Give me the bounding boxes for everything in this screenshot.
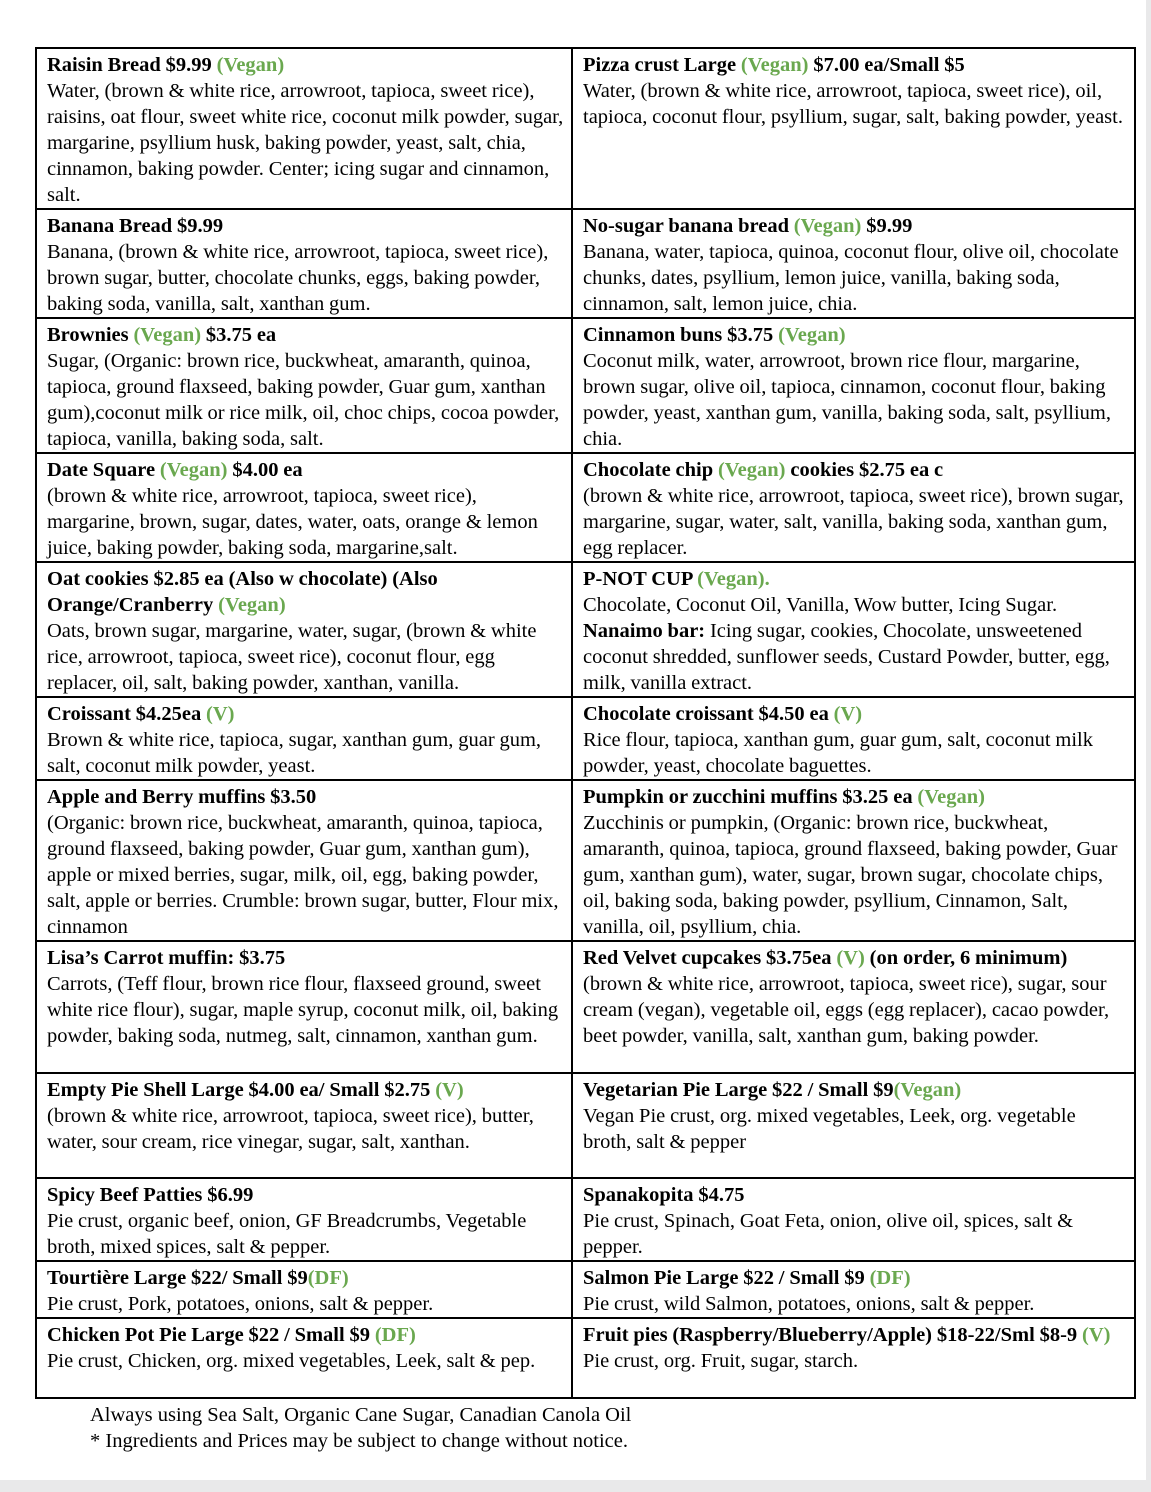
menu-item-ingredients: [47, 239, 565, 317]
menu-row: [36, 941, 1135, 1073]
ingredients-text: Coconut milk, water, arrowroot, brown rice flour, margarine, brown sugar, olive oil, tapioca, cinnamon, coconut flour, baking powder, yeast, xanthan gum, vanilla, baking soda, salt, psyllium, chia.: [583, 350, 1111, 450]
menu-item: [36, 697, 572, 780]
menu-item-ingredients: [583, 727, 1128, 779]
menu-item-title: [47, 52, 565, 78]
menu-row: [36, 1318, 1135, 1398]
menu-item-ingredients: [583, 592, 1128, 618]
item-title-text: Pizza crust Large: [583, 54, 741, 76]
menu-item-title: [583, 1182, 1128, 1208]
item-title-text: Oat cookies $2.85 ea (Also w chocolate) (Also Orange/Cranberry: [47, 568, 438, 616]
ingredients-text: Carrots, (Teff flour, brown rice flour, flaxseed ground, sweet white rice flour), sugar, maple syrup, coconut milk, oil, baking powder, baking soda, nutmeg, salt, cinnamon, xanthan gum.: [47, 973, 559, 1047]
ingredients-text: Vegan Pie crust, org. mixed vegetables, Leek, org. vegetable broth, salt & pepper: [583, 1105, 1076, 1153]
menu-item-title: [583, 566, 1128, 592]
menu-item-title: [47, 213, 565, 239]
ingredients-text: (brown & white rice, arrowroot, tapioca, sweet rice), margarine, brown, sugar, dates, water, oats, orange & lemon juice, baking powder, baking soda, margarine,salt.: [47, 485, 538, 559]
note-ingredients: Always using Sea Salt, Organic Cane Sugar, Canadian Canola Oil: [90, 1404, 632, 1426]
menu-item: [572, 562, 1135, 697]
menu-item: [36, 1318, 572, 1398]
diet-tag: (Vegan): [216, 54, 285, 76]
menu-table: [35, 47, 1136, 1399]
item-title-text: P-NOT CUP: [583, 568, 698, 590]
ingredients-text: (brown & white rice, arrowroot, tapioca, sweet rice), sugar, sour cream (vegan), vegetable oil, eggs (egg replacer), cacao powder, beet powder, vanilla, salt, xanthan gum, baking powder.: [583, 973, 1110, 1047]
menu-item: [572, 48, 1135, 209]
menu-item-title: [47, 566, 565, 618]
menu-row: [36, 1073, 1135, 1178]
item-title-text: Chicken Pot Pie Large $22 / Small $9: [47, 1324, 375, 1346]
ingredients-text: Chocolate, Coconut Oil, Vanilla, Wow butter, Icing Sugar.: [583, 594, 1058, 616]
menu-item-title: [583, 213, 1128, 239]
menu-item-ingredients: [47, 727, 565, 779]
menu-item: [36, 209, 572, 318]
ingredients-text: Pie crust, wild Salmon, potatoes, onions, salt & pepper.: [583, 1293, 1035, 1315]
diet-tag: (V): [833, 703, 863, 725]
menu-item-ingredients: [47, 1291, 565, 1317]
ingredients-text: Rice flour, tapioca, xanthan gum, guar gum, salt, coconut milk powder, yeast, chocolate baguettes.: [583, 729, 1093, 777]
item-title-text: Chocolate chip: [583, 459, 718, 481]
ingredients-text: Pie crust, Pork, potatoes, onions, salt & pepper.: [47, 1293, 434, 1315]
menu-item: [36, 941, 572, 1073]
menu-item-ingredients: [47, 483, 565, 561]
item-title-text: Spanakopita $4.75: [583, 1184, 745, 1206]
menu-item: [572, 1178, 1135, 1261]
item-title-text: Raisin Bread $9.99: [47, 54, 217, 76]
menu-item-ingredients: [583, 971, 1128, 1049]
menu-item: [572, 1318, 1135, 1398]
item-title-text: Pumpkin or zucchini muffins $3.25 ea: [583, 786, 918, 808]
ingredients-text: (Organic: brown rice, buckwheat, amaranth, quinoa, tapioca, ground flaxseed, baking powder, Guar gum, xanthan gum), apple or mixed berries, sugar, milk, oil, egg, baking powder, salt, apple or berries. Crumble: brown sugar, butter, Flour mix, cinnamon: [47, 812, 559, 938]
menu-item: [572, 697, 1135, 780]
item-title-text: Date Square: [47, 459, 160, 481]
item-title-text: Vegetarian Pie Large $22 / Small $9: [583, 1079, 894, 1101]
menu-row: [36, 562, 1135, 697]
menu-item-title: [47, 1182, 565, 1208]
menu-item: [36, 780, 572, 941]
diet-tag: (Vegan): [793, 215, 862, 237]
menu-item-ingredients: [47, 1208, 565, 1260]
ingredients-text: Water, (brown & white rice, arrowroot, tapioca, sweet rice), raisins, oat flour, sweet white rice, coconut milk powder, sugar, margarine, psyllium husk, baking powder, yeast, salt, chia, cinnamon, baking powder. Center; icing sugar and cinnamon, salt.: [47, 80, 564, 206]
menu-item: [36, 48, 572, 209]
footer-notes: [90, 1402, 631, 1454]
item-title-text: Croissant $4.25ea: [47, 703, 207, 725]
ingredients-text: (brown & white rice, arrowroot, tapioca, sweet rice), butter, water, sour cream, rice vinegar, sugar, salt, xanthan.: [47, 1105, 534, 1153]
diet-tag: (Vegan): [717, 459, 786, 481]
menu-row: [36, 1261, 1135, 1318]
menu-row: [36, 1178, 1135, 1261]
menu-item: [36, 318, 572, 453]
ingredients-text: Water, (brown & white rice, arrowroot, tapioca, sweet rice), oil, tapioca, coconut flour, psyllium, sugar, salt, baking powder, yeast.: [583, 80, 1123, 128]
menu-row: [36, 453, 1135, 562]
menu-item-title: [583, 945, 1128, 971]
menu-row: [36, 780, 1135, 941]
ingredients-text: Pie crust, Spinach, Goat Feta, onion, olive oil, spices, salt & pepper.: [583, 1210, 1074, 1258]
diet-tag: (V): [836, 947, 865, 969]
menu-item-ingredients: Pie crust, org. Fruit, sugar, starch.: [583, 1350, 859, 1372]
menu-item: [36, 1178, 572, 1261]
menu-item: [572, 780, 1135, 941]
ingredients-text: Pie crust, Chicken, org. mixed vegetables, Leek, salt & pep.: [47, 1350, 536, 1372]
item-title-text: $9.99: [861, 215, 913, 237]
ingredients-text: Sugar, (Organic: brown rice, buckwheat, amaranth, quinoa, tapioca, ground flaxseed, baking powder, Guar gum, xanthan gum),coconut milk or rice milk, oil, choc chips, cocoa powder, tapioca, vanilla, baking soda, salt.: [47, 350, 560, 450]
menu-item-title: [583, 457, 1128, 483]
diet-tag: (Vegan).: [697, 568, 770, 590]
menu-item-text: [583, 1322, 1128, 1374]
item-title-text: Lisa’s Carrot muffin: $3.75: [47, 947, 286, 969]
menu-item-title: [47, 1077, 565, 1103]
menu-item-title: [583, 1265, 1128, 1291]
item-title-text: (on order, 6 minimum): [864, 947, 1068, 969]
diet-tag: (Vegan): [218, 594, 286, 616]
diet-tag: (V): [206, 703, 235, 725]
menu-item-ingredients: [47, 348, 565, 452]
menu-item-title: [47, 1322, 565, 1348]
menu-item-ingredients: [583, 78, 1128, 130]
item-title-text: Banana Bread $9.99: [47, 215, 224, 237]
menu-item: [572, 209, 1135, 318]
diet-tag: (DF): [374, 1324, 416, 1346]
menu-item: [36, 1073, 572, 1178]
diet-tag: (Vegan): [159, 459, 228, 481]
item-title-text: Chocolate croissant $4.50 ea: [583, 703, 834, 725]
menu-item-title: [47, 322, 565, 348]
menu-item-ingredients: [583, 483, 1128, 561]
menu-item: [572, 318, 1135, 453]
menu-item: [36, 562, 572, 697]
menu-row: [36, 209, 1135, 318]
menu-item-ingredients: [47, 1103, 565, 1155]
menu-item-ingredients: [47, 618, 565, 696]
item-title-text: Apple and Berry muffins $3.50: [47, 786, 317, 808]
diet-tag: (Vegan): [778, 324, 846, 346]
diet-tag: (DF): [869, 1267, 911, 1289]
item-title-text: $4.00 ea: [227, 459, 303, 481]
menu-item-title: [583, 784, 1128, 810]
item-title-text: Red Velvet cupcakes $3.75ea: [583, 947, 837, 969]
note-disclaimer: * Ingredients and Prices may be subject to change without notice.: [90, 1430, 628, 1452]
ingredients-text: Brown & white rice, tapioca, sugar, xanthan gum, guar gum, salt, coconut milk powder, yeast.: [47, 729, 542, 777]
menu-item-title: [47, 945, 565, 971]
menu-item-title: [47, 457, 565, 483]
item-title-text: cookies $2.75 ea c: [785, 459, 944, 481]
ingredients-text: Zucchinis or pumpkin, (Organic: brown rice, buckwheat, amaranth, quinoa, tapioca, ground flaxseed, baking powder, Guar gum, xanthan gum), water, sugar, brown sugar, chocolate chips, oil, baking soda, baking powder, psyllium, Cinnamon, Salt, vanilla, oil, psyllium, chia.: [583, 812, 1118, 938]
item-title-text: Salmon Pie Large $22 / Small $9: [583, 1267, 870, 1289]
menu-item-ingredients: [583, 348, 1128, 452]
menu-item: [572, 1073, 1135, 1178]
diet-tag: (DF): [307, 1267, 349, 1289]
diet-tag: (Vegan): [893, 1079, 962, 1101]
ingredients-text: (brown & white rice, arrowroot, tapioca, sweet rice), brown sugar, margarine, sugar, water, salt, vanilla, baking soda, xanthan gum, egg replacer.: [583, 485, 1124, 559]
menu-item-ingredients: [583, 1208, 1128, 1260]
ingredients-text: Banana, (brown & white rice, arrowroot, tapioca, sweet rice), brown sugar, butter, chocolate chunks, eggs, baking powder, baking soda, vanilla, salt, xanthan gum.: [47, 241, 549, 315]
menu-item: [572, 453, 1135, 562]
menu-item-title: [47, 701, 565, 727]
diet-tag: (V): [1082, 1324, 1111, 1346]
diet-tag: (Vegan): [133, 324, 202, 346]
menu-item: [572, 941, 1135, 1073]
ingredients-text: Oats, brown sugar, margarine, water, sugar, (brown & white rice, arrowroot, tapioca, sweet rice), coconut flour, egg replacer, oil, salt, baking powder, xanthan, vanilla.: [47, 620, 537, 694]
item-title-text: Cinnamon buns $3.75: [583, 324, 779, 346]
menu-item-title: [583, 1077, 1128, 1103]
item-title-text: Fruit pies (Raspberry/Blueberry/Apple) $18-22/Sml $8-9: [583, 1324, 1083, 1346]
menu-item: [36, 453, 572, 562]
menu-row: [36, 48, 1135, 209]
menu-item-title: [47, 1265, 565, 1291]
menu-item-title: [583, 322, 1128, 348]
menu-item-ingredients: [47, 78, 565, 208]
menu-item-title: [47, 784, 565, 810]
menu-item-ingredients: [47, 971, 565, 1049]
menu-item: [572, 1261, 1135, 1318]
item-title-text: No-sugar banana bread: [583, 215, 794, 237]
menu-item-ingredients: [47, 1348, 565, 1374]
menu-item-ingredients: [583, 1291, 1128, 1317]
subitem-title: Nanaimo bar:: [583, 620, 706, 642]
ingredients-text: Banana, water, tapioca, quinoa, coconut flour, olive oil, chocolate chunks, dates, psyllium, lemon juice, vanilla, baking soda, cinnamon, salt, lemon juice, chia.: [583, 241, 1119, 315]
ingredients-text: Pie crust, organic beef, onion, GF Breadcrumbs, Vegetable broth, mixed spices, salt & pepper.: [47, 1210, 527, 1258]
item-title-text: Tourtière Large $22/ Small $9: [47, 1267, 308, 1289]
diet-tag: (V): [435, 1079, 464, 1101]
menu-subitem: [583, 618, 1128, 696]
item-title-text: $3.75 ea: [201, 324, 277, 346]
menu-item-title: [583, 52, 1128, 78]
item-title-text: Empty Pie Shell Large $4.00 ea/ Small $2.75: [47, 1079, 436, 1101]
menu-item-ingredients: [47, 810, 565, 940]
menu-row: [36, 318, 1135, 453]
menu-item-ingredients: [583, 1103, 1128, 1155]
menu-item-title: [583, 701, 1128, 727]
item-title-text: Spicy Beef Patties $6.99: [47, 1184, 254, 1206]
menu-item-ingredients: [583, 810, 1128, 940]
item-title-text: $7.00 ea/Small $5: [808, 54, 965, 76]
menu-item: [36, 1261, 572, 1318]
diet-tag: (Vegan): [740, 54, 809, 76]
subitem-ingredients: Icing sugar, cookies, Chocolate, unsweetened coconut shredded, sunflower seeds, Custard Powder, butter, egg, milk, vanilla extract.: [583, 620, 1110, 694]
diet-tag: (Vegan): [917, 786, 985, 808]
menu-item-ingredients: [583, 239, 1128, 317]
menu-row: [36, 697, 1135, 780]
item-title-text: Brownies: [47, 324, 134, 346]
